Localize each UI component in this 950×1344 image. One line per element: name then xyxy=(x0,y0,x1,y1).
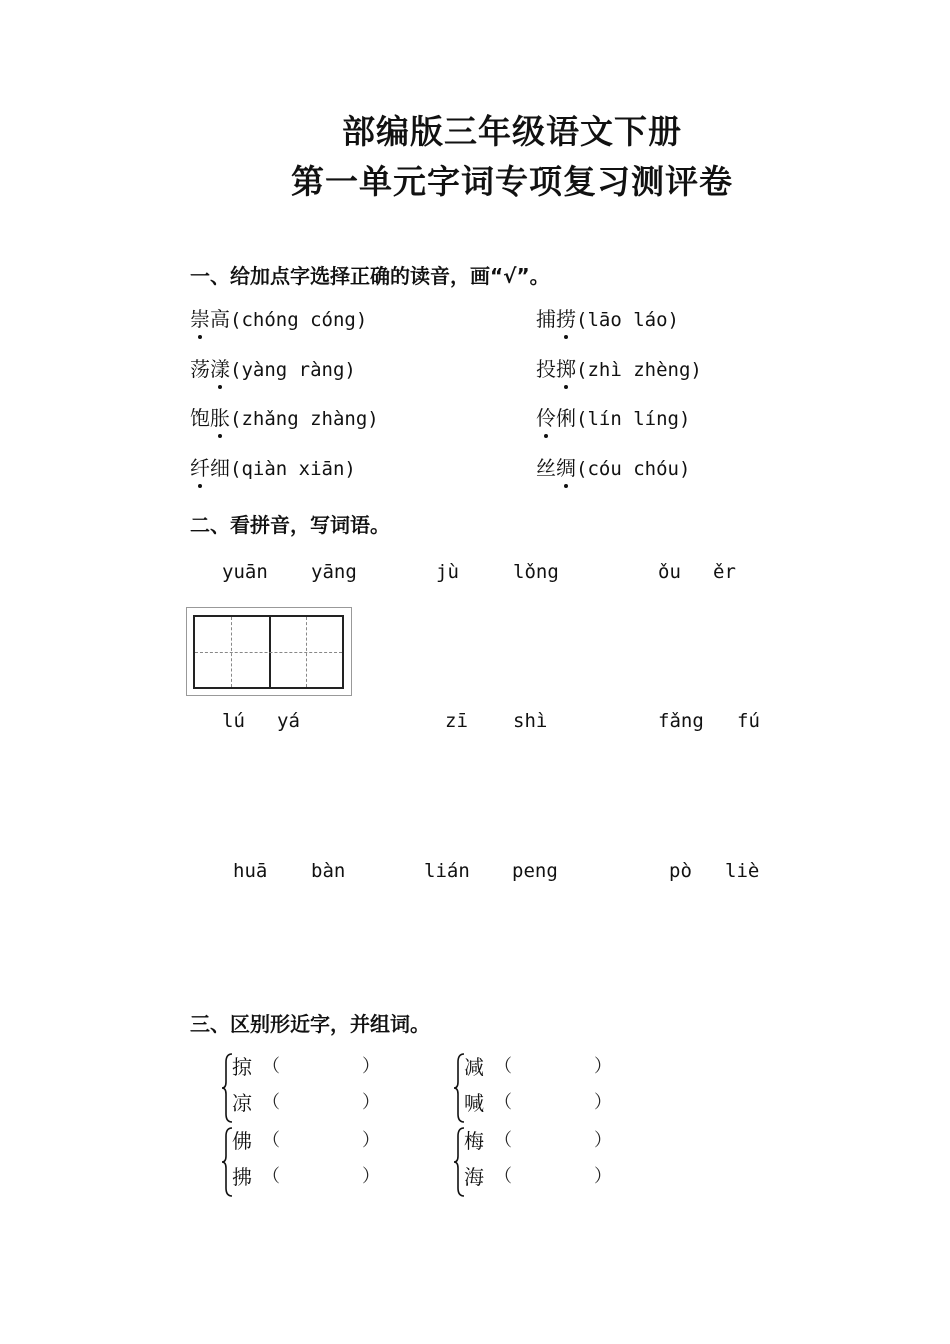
group-char: 拂 xyxy=(232,1165,252,1189)
writing-grid[interactable] xyxy=(186,607,352,696)
pinyin-label: lǒng xyxy=(513,561,559,583)
section1-item: 捕捞(lāo láo) xyxy=(536,303,679,332)
group-char: 喊 xyxy=(464,1091,484,1115)
open-paren: （ xyxy=(262,1130,280,1151)
pinyin-label: jù xyxy=(436,561,459,583)
group-char: 掠 xyxy=(232,1055,252,1079)
close-paren: ） xyxy=(594,1092,612,1113)
pinyin-label: lián xyxy=(424,860,470,882)
open-paren: （ xyxy=(494,1166,512,1187)
section1-item: 崇高(chóng cóng) xyxy=(190,303,367,332)
section2-heading: 二、看拼音，写词语。 xyxy=(190,513,390,537)
open-paren: （ xyxy=(494,1056,512,1077)
close-paren: ） xyxy=(362,1056,380,1077)
pinyin-label: ǒu xyxy=(658,561,681,583)
group-char: 海 xyxy=(464,1165,484,1189)
section1-item: 荡漾(yàng ràng) xyxy=(190,353,356,382)
close-paren: ） xyxy=(362,1166,380,1187)
open-paren: （ xyxy=(494,1130,512,1151)
section3-heading: 三、区别形近字，并组词。 xyxy=(190,1012,430,1036)
open-paren: （ xyxy=(262,1092,280,1113)
pinyin-label: yāng xyxy=(311,561,357,583)
section1-item: 伶俐(lín líng) xyxy=(536,402,690,431)
section1-item: 投掷(zhì zhèng) xyxy=(536,353,702,382)
open-paren: （ xyxy=(494,1092,512,1113)
close-paren: ） xyxy=(362,1092,380,1113)
pinyin-label: yuān xyxy=(222,561,268,583)
pinyin-label: pò xyxy=(669,860,692,882)
section1-item: 纤细(qiàn xiān) xyxy=(190,452,356,481)
pinyin-label: peng xyxy=(512,860,558,882)
open-paren: （ xyxy=(262,1166,280,1187)
close-paren: ） xyxy=(362,1130,380,1151)
pinyin-label: ěr xyxy=(713,561,736,583)
pinyin-label: zī xyxy=(445,710,468,732)
group-char: 凉 xyxy=(232,1091,252,1115)
group-char: 梅 xyxy=(464,1129,484,1153)
pinyin-label: huā xyxy=(233,860,268,882)
pinyin-label: yá xyxy=(277,710,300,732)
pinyin-label: fú xyxy=(737,710,760,732)
close-paren: ） xyxy=(594,1130,612,1151)
close-paren: ） xyxy=(594,1166,612,1187)
pinyin-label: shì xyxy=(513,710,548,732)
group-char: 佛 xyxy=(232,1129,252,1153)
page-title-line1: 部编版三年级语文下册 xyxy=(342,112,682,151)
pinyin-label: liè xyxy=(725,860,760,882)
section1-item: 丝绸(cóu chóu) xyxy=(536,452,690,481)
pinyin-label: fǎng xyxy=(658,710,704,732)
pinyin-label: bàn xyxy=(311,860,346,882)
close-paren: ） xyxy=(594,1056,612,1077)
section1-item: 饱胀(zhǎng zhàng) xyxy=(190,402,379,431)
page-title-line2: 第一单元字词专项复习测评卷 xyxy=(291,162,733,201)
pinyin-label: lú xyxy=(222,710,245,732)
group-char: 减 xyxy=(464,1055,484,1079)
section1-heading: 一、给加点字选择正确的读音，画“√”。 xyxy=(190,264,550,288)
open-paren: （ xyxy=(262,1056,280,1077)
